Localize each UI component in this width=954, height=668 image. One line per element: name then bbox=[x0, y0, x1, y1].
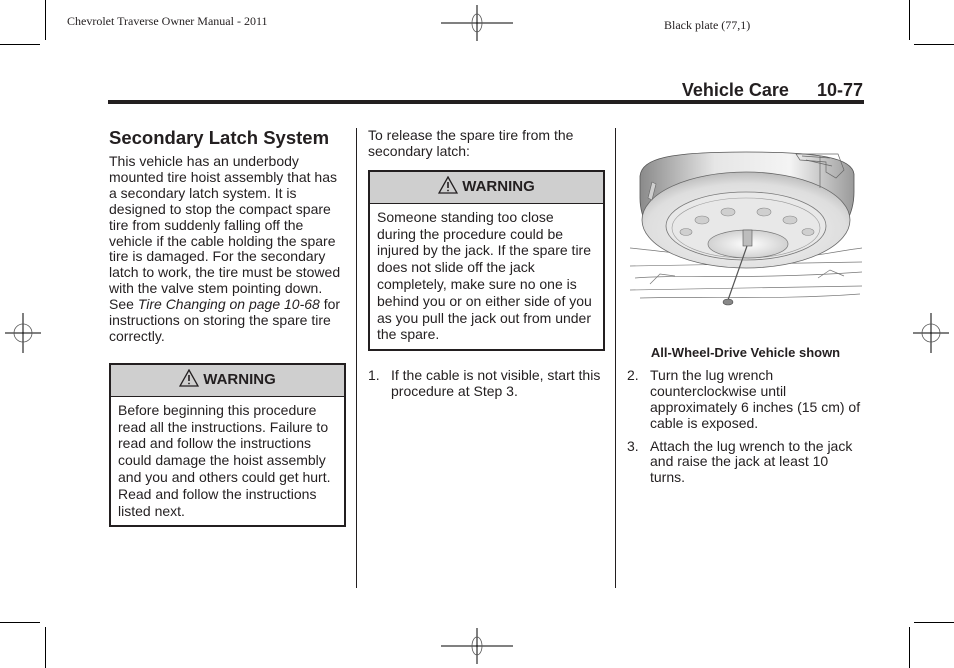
column-divider-1 bbox=[356, 128, 357, 588]
warning-triangle-icon bbox=[179, 369, 203, 391]
warning-label: WARNING bbox=[203, 371, 276, 389]
running-head bbox=[682, 80, 863, 101]
intro-text-end: for instructions on storing the spare tire correctly. bbox=[109, 296, 341, 344]
warning-triangle-icon bbox=[438, 176, 462, 198]
spare-tire-illustration bbox=[630, 148, 862, 318]
crop-mark-bottom-left-v bbox=[45, 627, 46, 668]
warning-text: Someone standing too close during the procedure could be injured by the jack. If the spare tire does not slide off the jack completely, make sure no one is behind you or on either side of you as you pull the jack out from under the spare. bbox=[377, 208, 592, 343]
registration-mark-left bbox=[3, 313, 43, 353]
step-2 bbox=[627, 368, 864, 432]
section-heading: Secondary Latch System bbox=[109, 127, 330, 148]
step-text: Turn the lug wrench counterclockwise until approximately 6 inches (15 cm) of cable is exposed. bbox=[650, 366, 861, 431]
intro-paragraph bbox=[109, 154, 346, 345]
crop-mark-bottom-right-h bbox=[914, 622, 954, 623]
warning-label: WARNING bbox=[462, 178, 535, 196]
crop-mark-bottom-right-v bbox=[909, 627, 910, 668]
warning-header bbox=[370, 172, 603, 204]
step-1 bbox=[368, 368, 605, 400]
crop-mark-top-right-h bbox=[914, 44, 954, 45]
print-header-left: Chevrolet Traverse Owner Manual - 2011 bbox=[67, 14, 268, 28]
figure-caption: All-Wheel-Drive Vehicle shown bbox=[650, 345, 841, 360]
intro-text: This vehicle has an underbody mounted tire hoist assembly that has a secondary latch system. It is designed to stop the compact spare tire from suddenly falling off the vehicle if the cable holding the spare tire is damaged. For the secondary latch to work, the tire must be stowed with the valve stem pointing down. See bbox=[109, 153, 341, 313]
crop-mark-top-right-v bbox=[909, 0, 910, 40]
print-header-right: Black plate (77,1) bbox=[664, 18, 751, 32]
warning-box-1 bbox=[109, 363, 346, 528]
crop-mark-top-left-v bbox=[45, 0, 46, 40]
step-number: 1. bbox=[368, 367, 380, 384]
cross-reference-link[interactable]: Tire Changing on page 10-68 bbox=[137, 296, 320, 313]
page-number: 10-77 bbox=[816, 80, 863, 100]
column-3 bbox=[627, 128, 864, 486]
crop-mark-bottom-left-h bbox=[0, 622, 40, 623]
step-number: 3. bbox=[627, 437, 639, 454]
release-intro: To release the spare tire from the secondary latch: bbox=[368, 127, 574, 159]
spare-tire-drawing bbox=[630, 148, 862, 318]
step-3 bbox=[627, 439, 864, 487]
warning-text: Before beginning this procedure read all the instructions. Failure to read and follow the instructions could damage the hoist assembly and you and others could get hurt. Read and follow the instructions listed next. bbox=[118, 401, 331, 519]
step-number: 2. bbox=[627, 366, 639, 383]
registration-mark-right bbox=[911, 313, 951, 353]
step-text: Attach the lug wrench to the jack and raise the jack at least 10 turns. bbox=[650, 437, 853, 486]
crop-mark-top-left-h bbox=[0, 44, 40, 45]
header-rule bbox=[108, 100, 864, 104]
column-1 bbox=[109, 128, 346, 527]
registration-mark-bottom bbox=[441, 626, 481, 666]
column-divider-2 bbox=[615, 128, 616, 588]
step-text: If the cable is not visible, start this procedure at Step 3. bbox=[391, 367, 601, 400]
warning-box-2 bbox=[368, 170, 605, 351]
warning-header bbox=[111, 365, 344, 397]
section-title: Vehicle Care bbox=[681, 80, 789, 100]
registration-mark-top bbox=[441, 3, 481, 43]
column-2 bbox=[368, 128, 605, 400]
